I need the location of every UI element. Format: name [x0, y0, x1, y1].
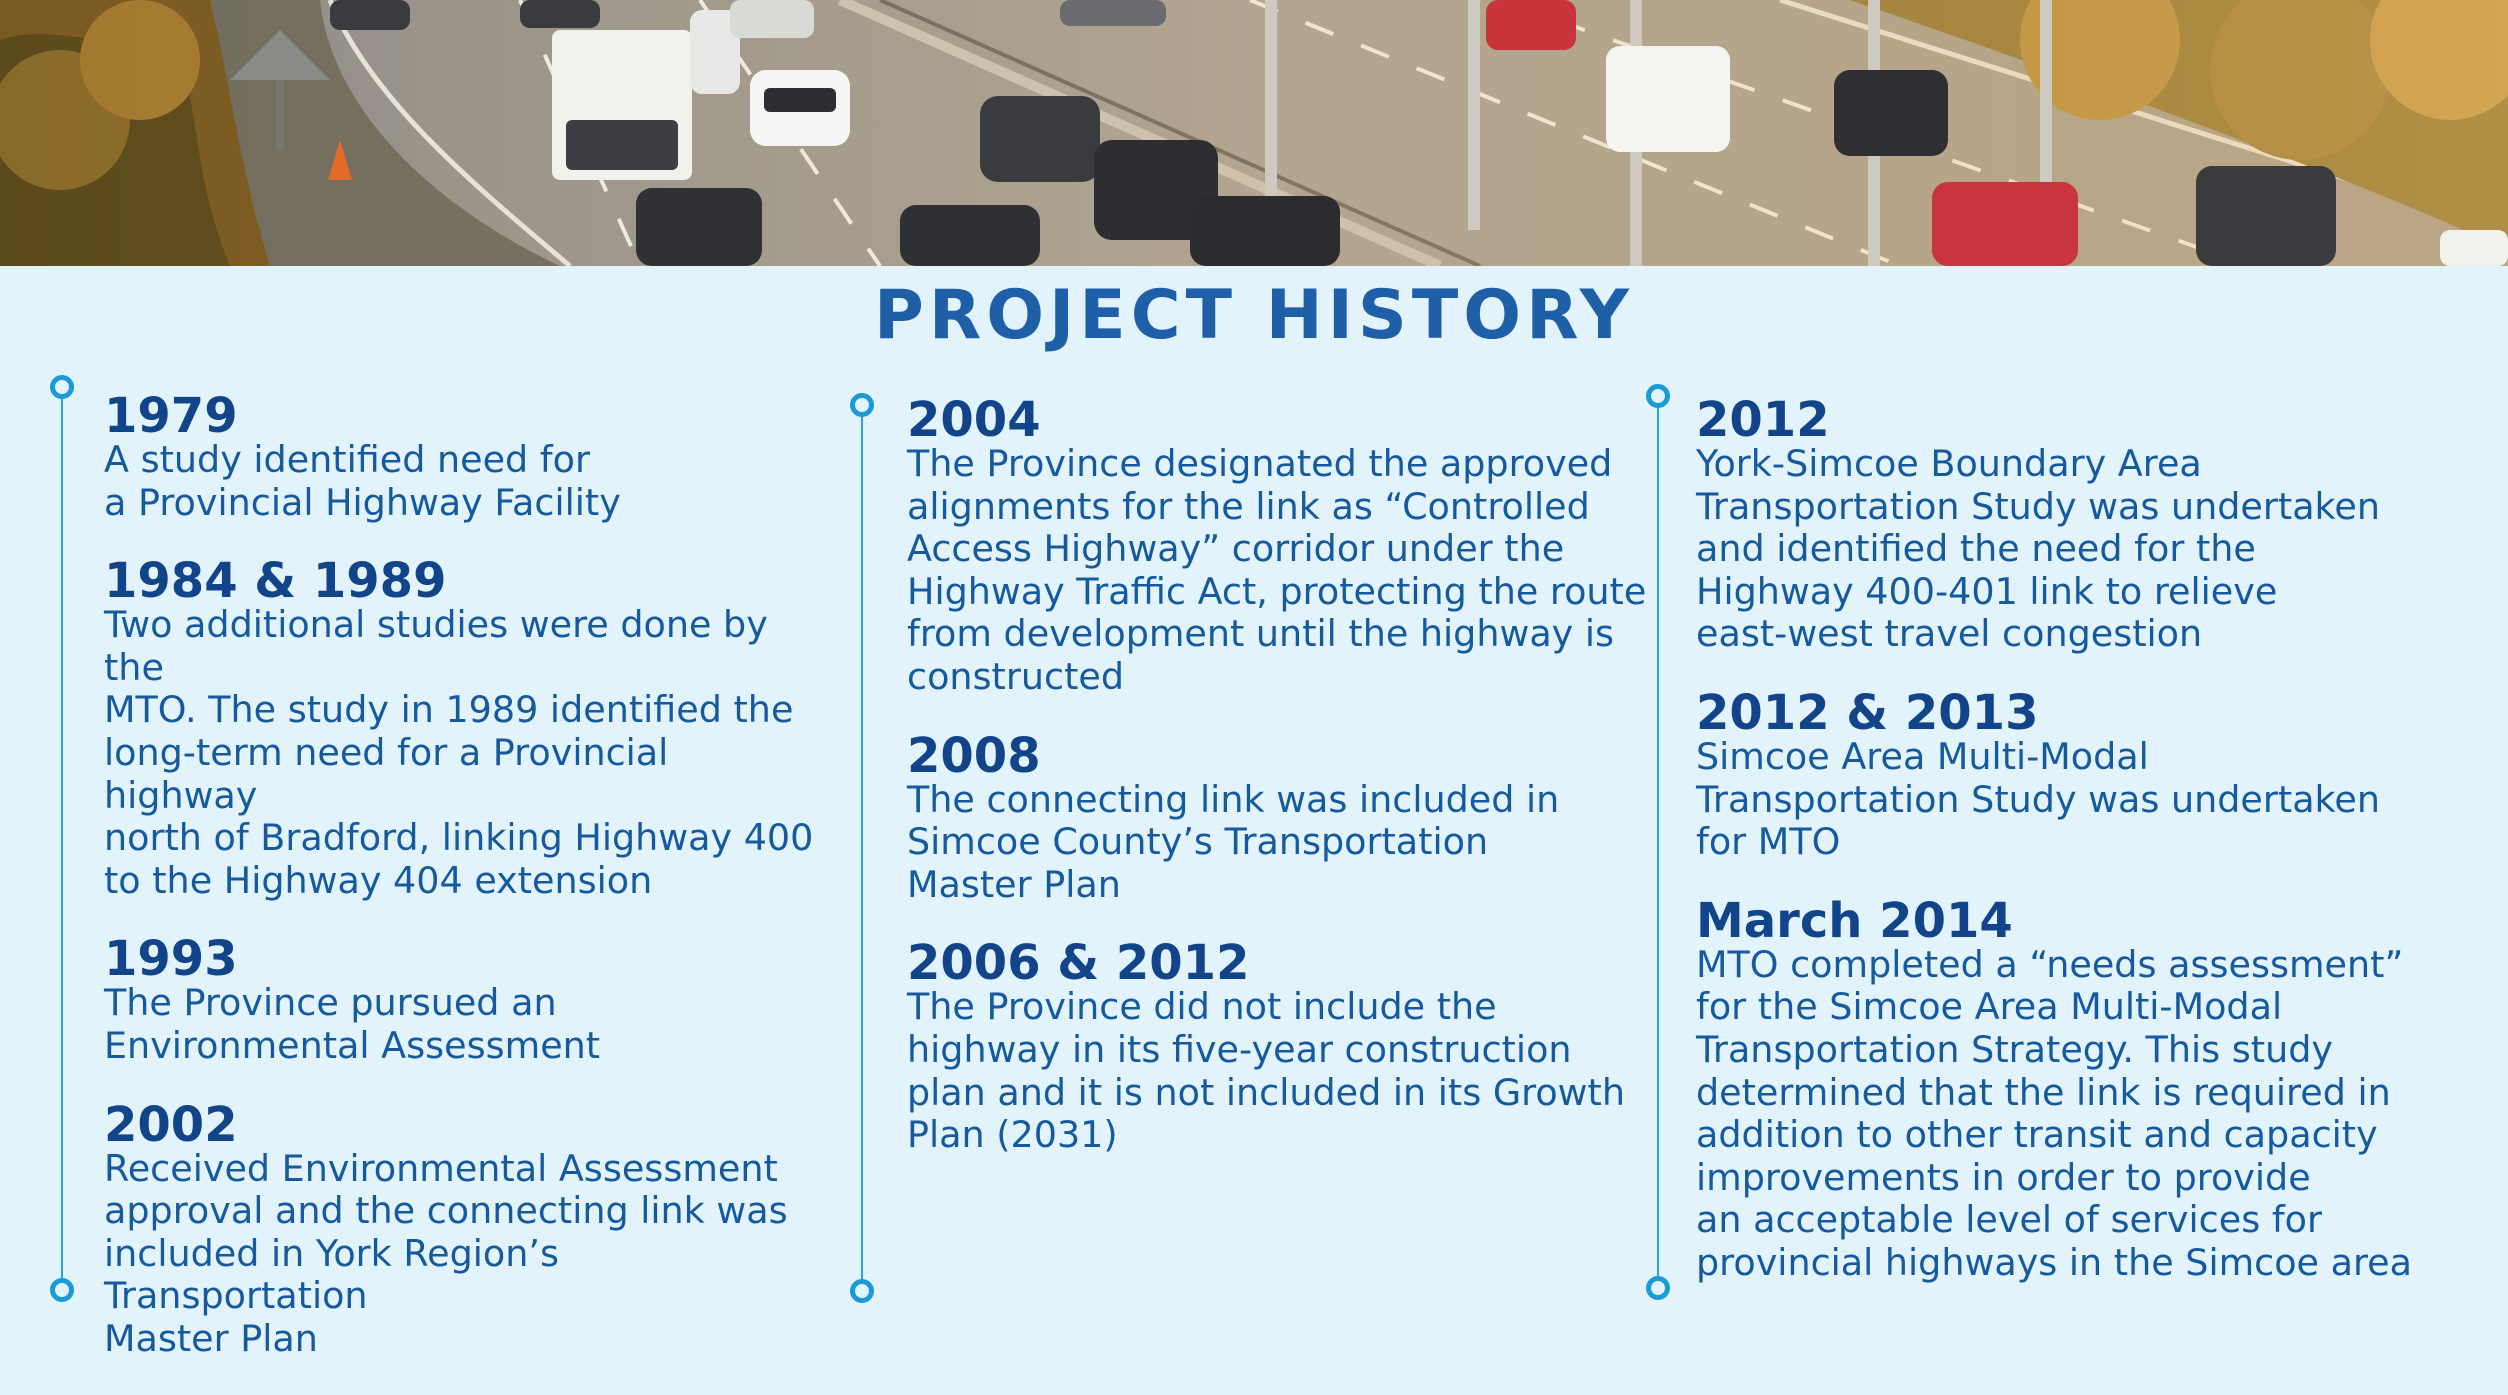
entry-year: 1984 & 1989	[104, 553, 447, 610]
header-highway-photo	[0, 0, 2508, 266]
timeline-column	[104, 388, 824, 1395]
entry-year: 2012 & 2013	[1696, 684, 2039, 741]
entry-description: MTO completed a “needs assessment” for the Simcoe Area Multi-Modal Transportation Strategy. This study determined that the link is required in addition to other transit and capacity improvements in order to provide an acceptable level of services for provincial highways in the Simcoe area	[1696, 942, 2413, 1284]
highway-illustration	[0, 0, 2508, 266]
entry-description: Simcoe Area Multi-Modal Transportation Study was undertaken for MTO	[1696, 734, 2380, 864]
entry-description: The Province pursued an Environmental Assessment	[104, 981, 601, 1067]
entry-year: March 2014	[1696, 892, 2013, 949]
timeline-end-dot	[1646, 1276, 1670, 1300]
timeline-line	[1657, 397, 1659, 1287]
timeline-column	[907, 392, 1667, 1191]
entry-description: Two additional studies were done by the MTO. The study in 1989 identified the long-term need for a Provincial highway north of Bradford, linking Highway 400 to the Highway 404 extension	[104, 603, 814, 902]
timeline-entry	[104, 931, 824, 1067]
entry-year: 2006 & 2012	[907, 935, 1250, 992]
entry-description: York-Simcoe Boundary Area Transportation Study was undertaken and identified the need for the Highway 400-401 link to relieve east-west travel congestion	[1696, 442, 2380, 656]
timeline-line	[61, 385, 63, 1289]
entry-description: The connecting link was included in Simcoe County’s Transportation Master Plan	[907, 777, 1560, 906]
entry-year: 2002	[104, 1096, 238, 1153]
timeline-start-dot	[50, 375, 74, 399]
timeline-end-dot	[50, 1278, 74, 1302]
entry-description: The Province did not include the highway in its five-year construction plan and it is not included in its Growth Plan (2031)	[907, 985, 1625, 1157]
timeline-line	[861, 404, 863, 1290]
entry-description: A study identified need for a Provincial Highway Facility	[104, 438, 621, 524]
entry-description: Received Environmental Assessment approval and the connecting link was included in York Region’s Transportation Master Plan	[104, 1146, 788, 1360]
entry-description: The Province designated the approved alignments for the link as “Controlled Access Highway” corridor under the Highway Traffic Act, protecting the route from development until the highway is constructed	[907, 442, 1647, 698]
timeline-entry	[907, 392, 1667, 699]
entry-year: 1979	[104, 388, 238, 444]
page-title: PROJECT HISTORY	[874, 276, 1634, 355]
entry-year: 2012	[1696, 392, 1830, 448]
timeline-entry	[104, 553, 824, 902]
timeline-entry	[104, 1096, 824, 1361]
timeline-entry	[104, 388, 824, 524]
timeline-start-dot	[850, 393, 874, 417]
entry-year: 1993	[104, 931, 238, 988]
timeline-start-dot	[1646, 384, 1670, 408]
entry-year: 2008	[907, 727, 1041, 784]
timeline-entry	[1696, 392, 2486, 656]
timeline-end-dot	[850, 1279, 874, 1303]
timeline-entry	[907, 727, 1667, 907]
timeline-entry	[1696, 892, 2486, 1285]
entry-year: 2004	[907, 392, 1041, 448]
timeline-entry	[1696, 684, 2486, 864]
timeline-column	[1696, 392, 2486, 1319]
timeline-entry	[907, 935, 1667, 1157]
